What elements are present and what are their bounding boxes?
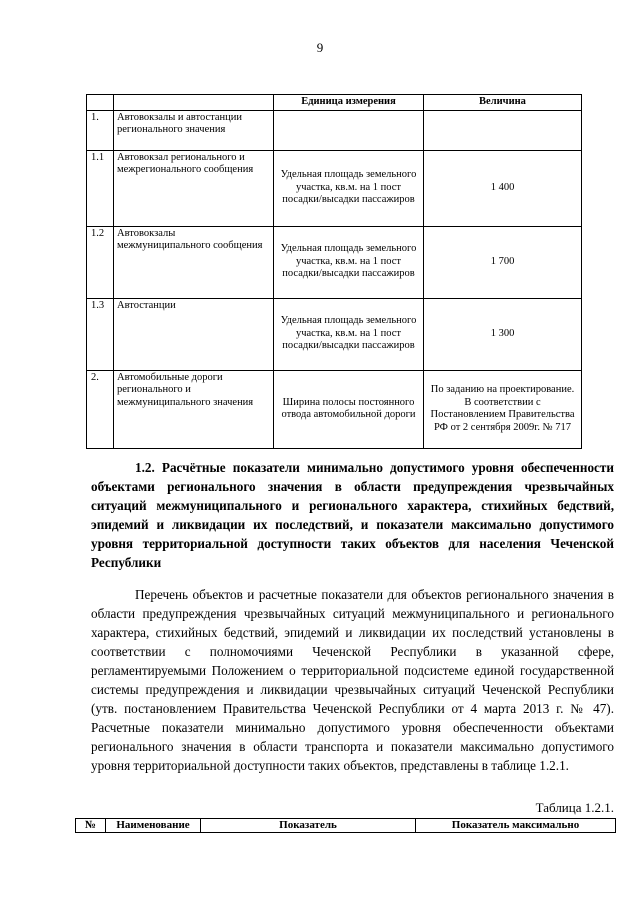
table-row <box>87 150 582 226</box>
header-indicator-max: Показатель максимально <box>416 819 616 833</box>
table-row <box>87 298 582 370</box>
header-indicator: Показатель <box>201 819 416 833</box>
table-row <box>87 370 582 448</box>
table-row <box>87 226 582 298</box>
row-number: 1.3 <box>87 298 114 370</box>
header-unit: Единица измерения <box>274 95 424 111</box>
section-number: 1.2. <box>135 460 155 475</box>
transport-facilities-table <box>86 94 582 449</box>
header-number: № <box>76 819 106 833</box>
row-name: Автовокзалы межмуниципального сообщения <box>114 226 274 298</box>
section-heading <box>91 458 614 572</box>
row-unit: Удельная площадь земельного участка, кв.м. на 1 пост посадки/высадки пассажиров <box>274 226 424 298</box>
row-number: 1. <box>87 110 114 150</box>
header-name: Наименование <box>106 819 201 833</box>
row-number: 1.1 <box>87 150 114 226</box>
table-1-2-1-header <box>75 818 616 833</box>
row-name: Автовокзал регионального и межрегионального сообщения <box>114 150 274 226</box>
row-value <box>424 110 582 150</box>
header-value: Величина <box>424 95 582 111</box>
row-value: 1 400 <box>424 150 582 226</box>
table-caption: Таблица 1.2.1. <box>535 800 614 815</box>
page-number: 9 <box>316 40 324 55</box>
row-number: 2. <box>87 370 114 448</box>
row-number: 1.2 <box>87 226 114 298</box>
row-value: 1 700 <box>424 226 582 298</box>
table-header-row <box>87 95 582 111</box>
row-value: 1 300 <box>424 298 582 370</box>
row-name: Автостанции <box>114 298 274 370</box>
row-unit: Ширина полосы постоянного отвода автомобильной дороги <box>274 370 424 448</box>
row-unit <box>274 110 424 150</box>
header-number <box>87 95 114 111</box>
section-heading-text: Расчётные показатели минимально допустимого уровня обеспеченности объектами регионального значения в области предупреждения чрезвычайных ситуаций межмуниципального и регионального характера, стихийных бедствий, эпидемий и ликвидации их последствий, и показатели максимально допустимого уровня территориальной доступности таких объектов для населения Чеченской Республики <box>91 460 614 570</box>
row-unit: Удельная площадь земельного участка, кв.м. на 1 пост посадки/высадки пассажиров <box>274 150 424 226</box>
row-name: Автовокзалы и автостанции регионального значения <box>114 110 274 150</box>
body-paragraph: Перечень объектов и расчетные показатели для объектов регионального значения в области предупреждения чрезвычайных ситуаций межмуниципального и регионального характера, стихийных бедствий, эпидемий и ликвидации их последствий установлены в соответствии с полномочиями Чеченской Республики в указанной сфере, регламентируемыми Положением о территориальной подсистеме единой государственной системы предупреждения и ликвидации чрезвычайных ситуаций Чеченской Республики (утв. постановлением Правительства Чеченской Республики от 4 марта 2013 г. № 47). Расчетные показатели минимально допустимого уровня обеспеченности объектами регионального значения в области транспорта и показатели максимально допустимого уровня территориальной доступности таких объектов, представлены в таблице 1.2.1. <box>91 587 614 773</box>
header-name <box>114 95 274 111</box>
row-value: По заданию на проектирование. В соответствии с Постановлением Правительства РФ от 2 сентября 2009г. № 717 <box>424 370 582 448</box>
table-header-row <box>76 819 616 833</box>
table-row <box>87 110 582 150</box>
row-name: Автомобильные дороги регионального и межмуниципального значения <box>114 370 274 448</box>
row-unit: Удельная площадь земельного участка, кв.м. на 1 пост посадки/высадки пассажиров <box>274 298 424 370</box>
